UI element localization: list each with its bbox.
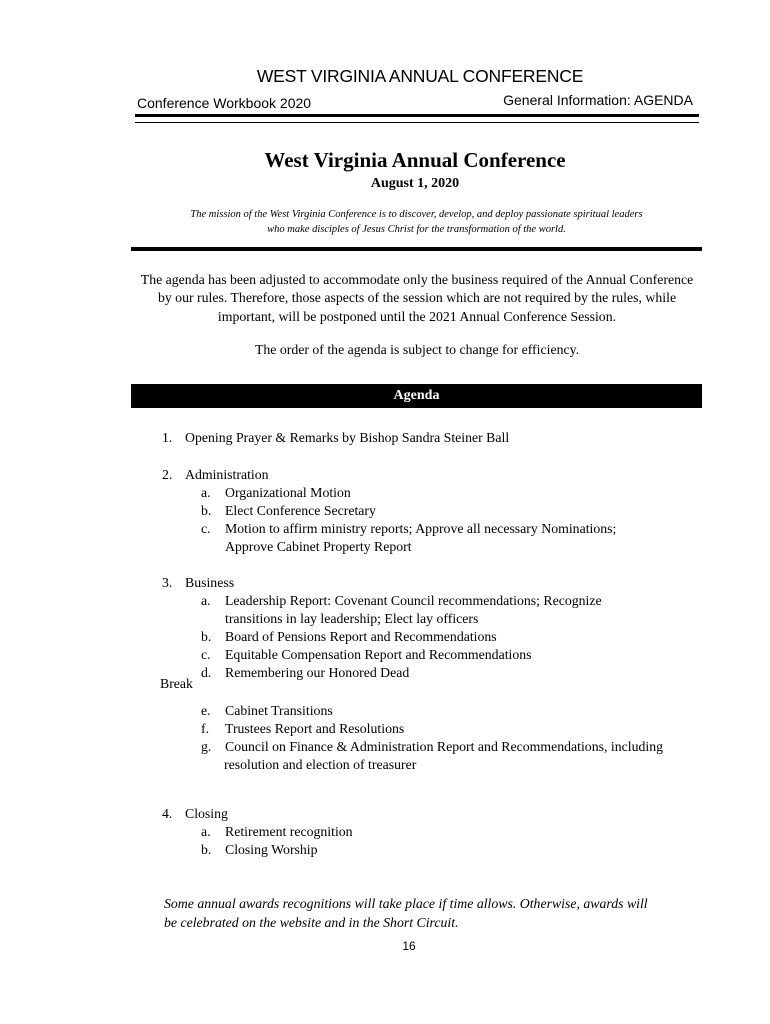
agenda-item-title: Administration — [185, 467, 269, 482]
agenda-subitem — [0, 738, 770, 756]
break-label: Break — [160, 676, 193, 691]
awards-footnote — [164, 894, 684, 932]
agenda-subitem — [0, 592, 770, 610]
subitem-letter: b. — [201, 842, 212, 857]
intro-line-3: important, will be postponed until the 2021 Annual Conference Session. — [217, 308, 617, 324]
agenda-item-3 — [0, 574, 770, 592]
header-title: WEST VIRGINIA ANNUAL CONFERENCE — [256, 66, 584, 86]
subitem-letter: a. — [201, 485, 211, 500]
subitem-text: transitions in lay leadership; Elect lay officers — [225, 611, 479, 626]
page-number: 16 — [402, 939, 416, 953]
document-title: West Virginia Annual Conference — [264, 148, 566, 172]
agenda-heading-bar — [131, 384, 702, 408]
subitem-letter: b. — [201, 503, 212, 518]
intro-line-2: by our rules. Therefore, those aspects of the session which are not required by the rules, while — [157, 290, 677, 306]
agenda-item-1 — [0, 429, 770, 447]
subitem-text: Retirement recognition — [225, 824, 353, 839]
subitem-letter: a. — [201, 593, 211, 608]
header-section-label: General Information: AGENDA — [503, 92, 693, 108]
header-rule-thin — [135, 122, 699, 123]
subitem-text: Equitable Compensation Report and Recommendations — [225, 647, 532, 662]
subitem-letter: g. — [201, 739, 212, 754]
agenda-item-title: Opening Prayer & Remarks by Bishop Sandra Steiner Ball — [185, 430, 510, 445]
subitem-letter: e. — [201, 703, 211, 718]
subitem-letter: b. — [201, 629, 212, 644]
agenda-heading: Agenda — [393, 388, 440, 403]
footnote-line-2: be celebrated on the website and in the Short Circuit. — [164, 915, 459, 930]
agenda-item-number: 1. — [162, 430, 173, 445]
agenda-subitem — [0, 664, 770, 682]
order-note: The order of the agenda is subject to change for efficiency. — [254, 342, 580, 357]
subitem-text: Motion to affirm ministry reports; Approve all necessary Nominations; — [225, 521, 617, 536]
subitem-text: Remembering our Honored Dead — [225, 665, 410, 680]
subitem-text: Council on Finance & Administration Report and Recommendations, including — [225, 739, 663, 754]
agenda-subitem — [0, 841, 770, 859]
subitem-text: Approve Cabinet Property Report — [225, 539, 412, 554]
agenda-subitem — [0, 823, 770, 841]
agenda-subitem-continued — [0, 756, 770, 774]
subitem-text: Trustees Report and Resolutions — [225, 721, 405, 736]
subitem-letter: c. — [201, 647, 211, 662]
agenda-subitem — [0, 502, 770, 520]
agenda-subitem-continued — [0, 538, 770, 556]
agenda-item-title: Closing — [185, 806, 228, 821]
mission-line-2: who make disciples of Jesus Christ for the transformation of the world. — [267, 224, 566, 235]
header-workbook-label: Conference Workbook 2020 — [137, 95, 312, 111]
agenda-subitem-continued — [0, 610, 770, 628]
subitem-letter: f. — [201, 721, 210, 736]
subitem-text: Organizational Motion — [225, 485, 351, 500]
subitem-text: Elect Conference Secretary — [225, 503, 376, 518]
agenda-item-4 — [0, 805, 770, 823]
agenda-item-number: 2. — [162, 467, 173, 482]
intro-paragraph — [136, 271, 698, 326]
intro-line-1: The agenda has been adjusted to accommodate only the business required of the Annual Conference — [140, 272, 694, 287]
mission-line-1: The mission of the West Virginia Conference is to discover, develop, and deploy passionate spiritual leaders — [190, 209, 643, 220]
agenda-subitem — [0, 702, 770, 720]
subitem-text: Closing Worship — [225, 842, 318, 857]
header-rule-thick — [135, 114, 699, 117]
agenda-subitem — [0, 484, 770, 502]
section-divider — [131, 247, 702, 251]
agenda-subitem — [0, 646, 770, 664]
agenda-item-title: Business — [185, 575, 235, 590]
subitem-text: Board of Pensions Report and Recommendations — [225, 629, 497, 644]
agenda-item-2 — [0, 466, 770, 484]
mission-statement — [140, 207, 693, 237]
agenda-subitem — [0, 520, 770, 538]
subitem-text: resolution and election of treasurer — [224, 757, 417, 772]
agenda-subitem — [0, 720, 770, 738]
subitem-letter: c. — [201, 521, 211, 536]
subitem-letter: d. — [201, 665, 212, 680]
subitem-letter: a. — [201, 824, 211, 839]
agenda-item-number: 4. — [162, 806, 173, 821]
document-date: August 1, 2020 — [370, 176, 460, 191]
footnote-line-1: Some annual awards recognitions will take place if time allows. Otherwise, awards will — [164, 896, 648, 911]
agenda-item-number: 3. — [162, 575, 173, 590]
agenda-subitem — [0, 628, 770, 646]
subitem-text: Cabinet Transitions — [225, 703, 333, 718]
subitem-text: Leadership Report: Covenant Council recommendations; Recognize — [225, 593, 602, 608]
